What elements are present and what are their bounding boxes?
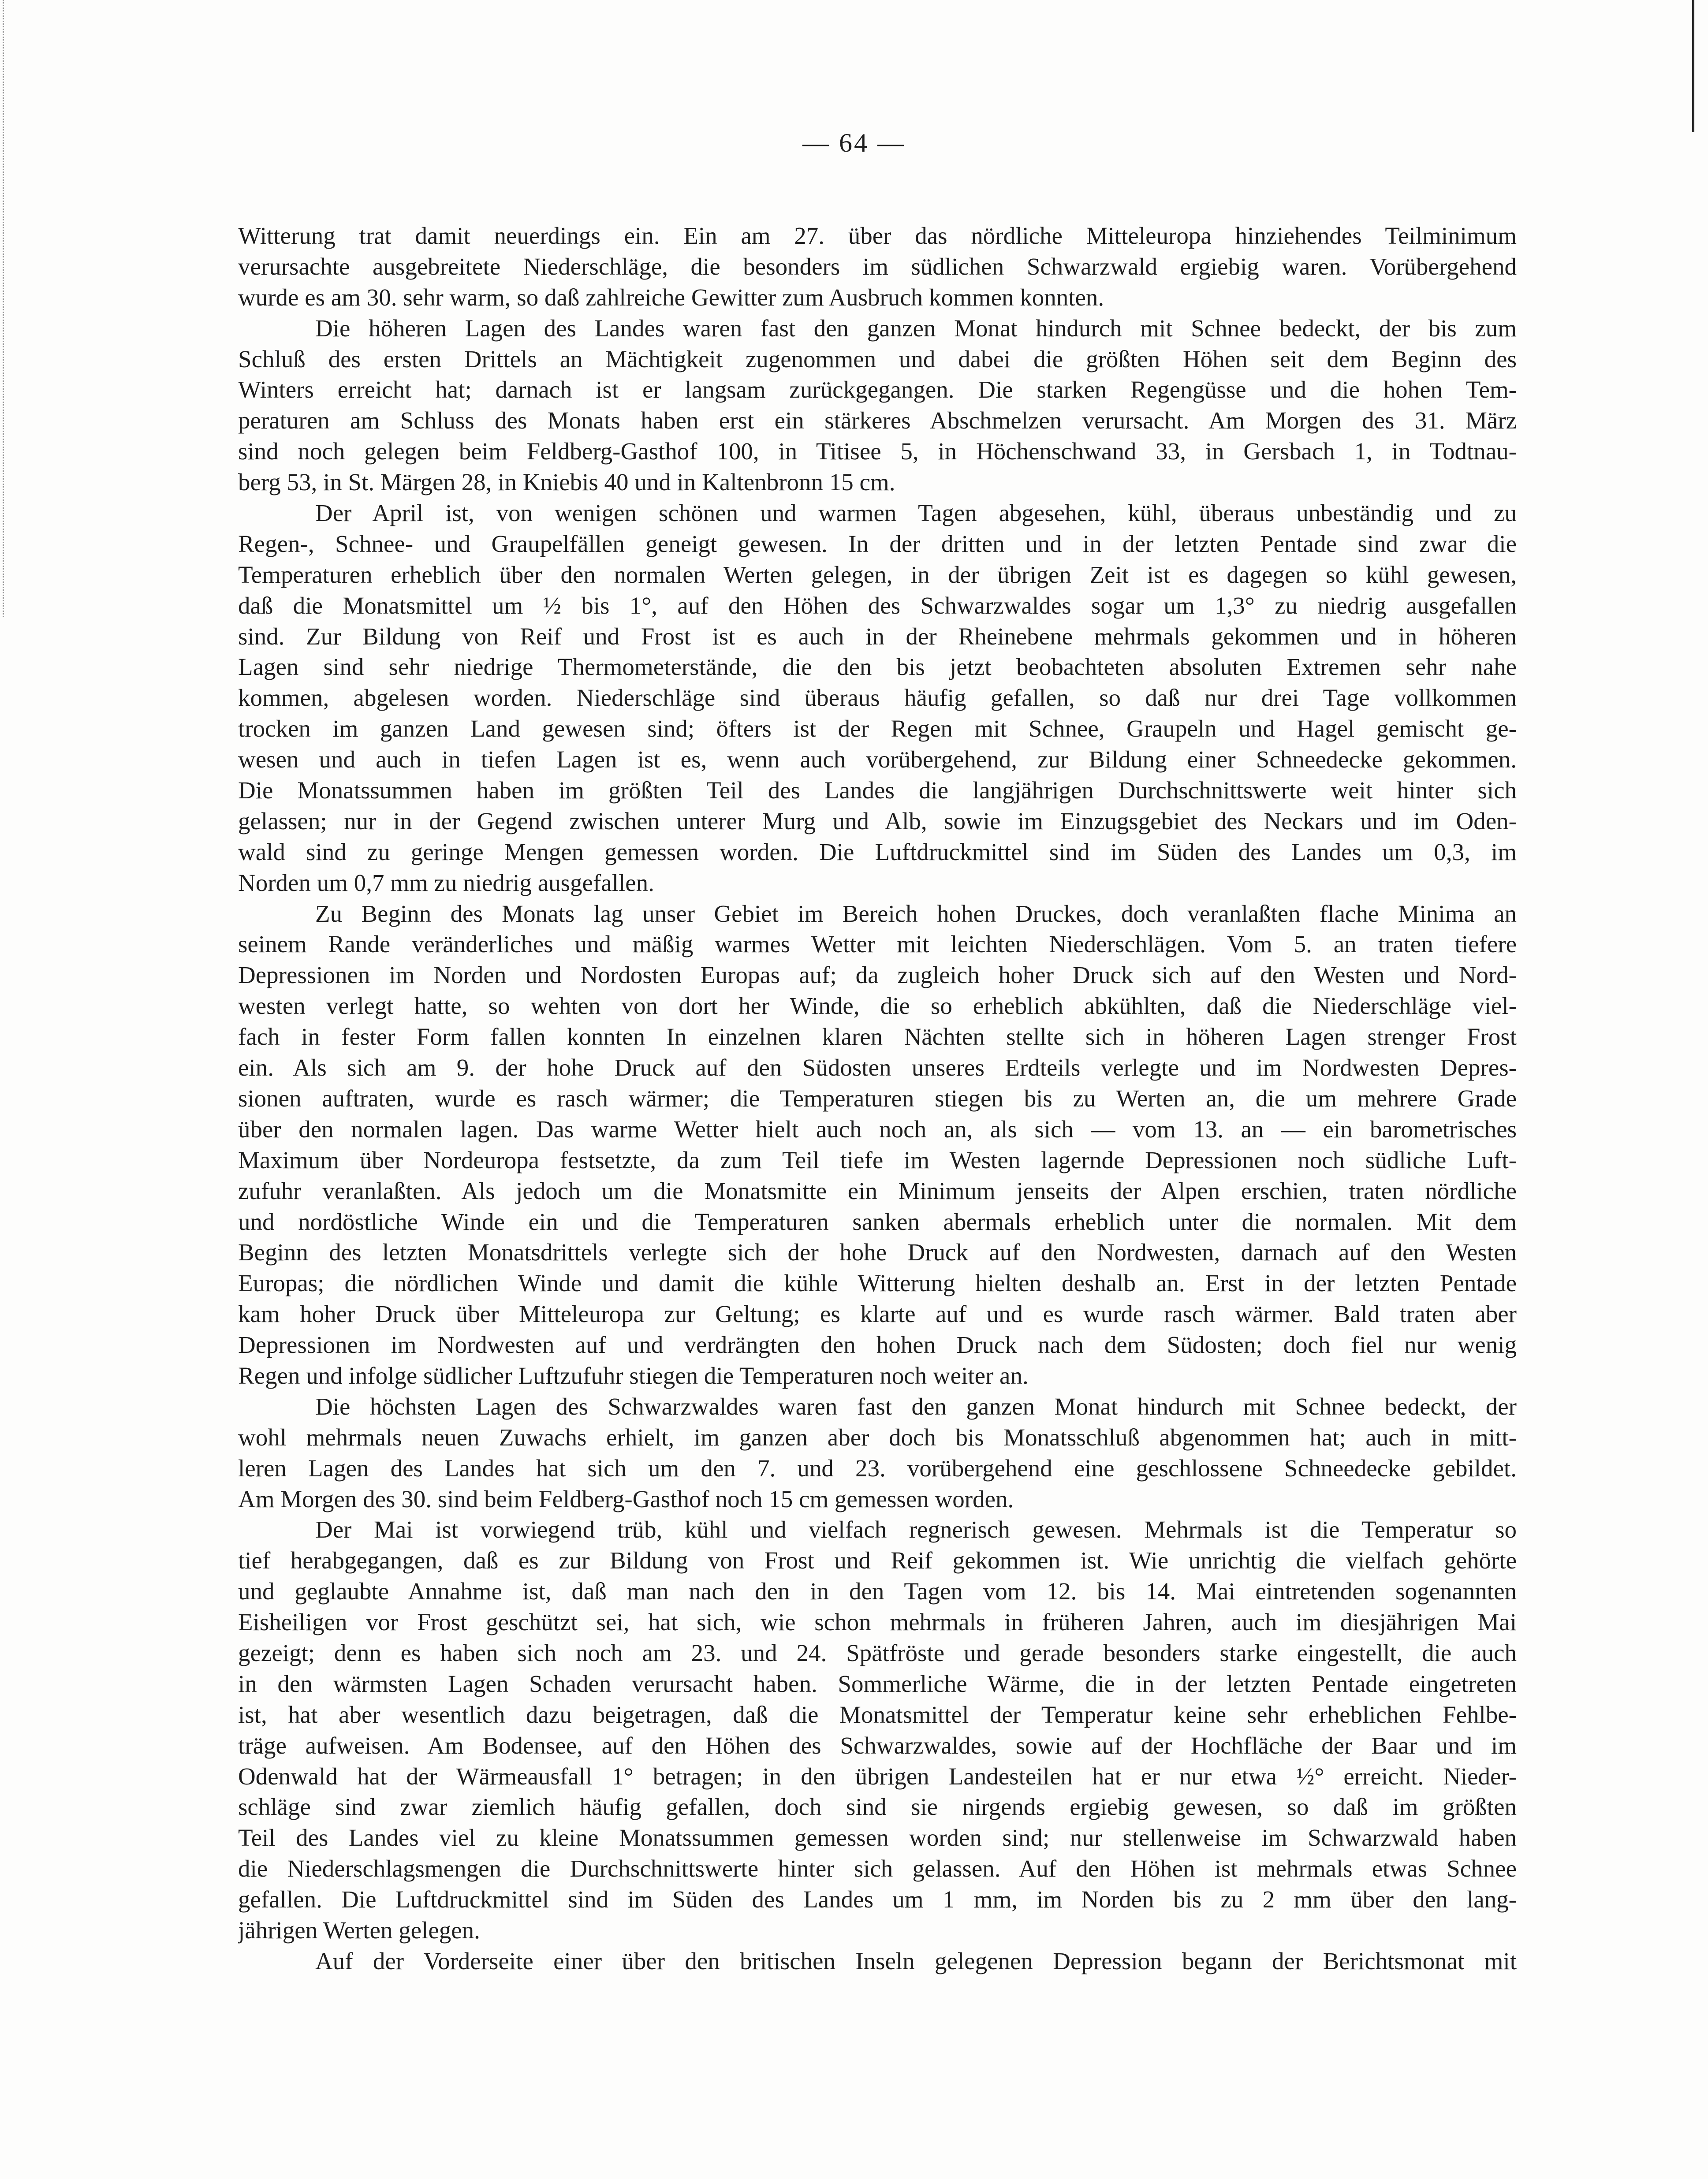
text-line: wohl mehrmals neuen Zuwachs erhielt, im ganzen aber doch bis Monatsschluß abgenommen hat; auch in mitt- — [238, 1423, 1517, 1451]
text-line: tief herabgegangen, daß es zur Bildung von Frost und Reif gekommen ist. Wie unrichtig die vielfach gehörte — [238, 1547, 1517, 1574]
text-line: Witterung trat damit neuerdings ein. Ein am 27. über das nördliche Mitteleuropa hinziehendes Teilminimum — [238, 222, 1517, 249]
text-line: Norden um 0,7 mm zu niedrig ausgefallen. — [238, 869, 654, 896]
text-line: träge aufweisen. Am Bodensee, auf den Höhen des Schwarzwaldes, sowie auf der Hochfläche der Baar und im — [238, 1732, 1517, 1759]
text-line: wesen und auch in tiefen Lagen ist es, wenn auch vorübergehend, zur Bildung einer Schneedecke gekommen. — [238, 746, 1517, 773]
text-line: Schluß des ersten Drittels an Mächtigkeit zugenommen und dabei die größten Höhen seit dem Beginn des — [238, 345, 1517, 372]
text-line: fach in fester Form fallen konnten In einzelnen klaren Nächten stellte sich in höheren Lagen strenger Frost — [238, 1023, 1517, 1050]
text-line: sind. Zur Bildung von Reif und Frost ist es auch in der Rheinebene mehrmals gekommen und in höheren — [238, 622, 1517, 650]
text-line: Lagen sind sehr niedrige Thermometerstände, die den bis jetzt beobachteten absoluten Extremen sehr nahe — [238, 653, 1517, 681]
text-line: gefallen. Die Luftdruckmittel sind im Süden des Landes um 1 mm, im Norden bis zu 2 mm über den lang- — [238, 1886, 1517, 1913]
text-line: Der Mai ist vorwiegend trüb, kühl und vielfach regnerisch gewesen. Mehrmals ist die Temperatur so — [315, 1516, 1517, 1543]
text-line: kam hoher Druck über Mitteleuropa zur Geltung; es klarte auf und es wurde rasch wärmer. Bald traten aber — [238, 1300, 1517, 1328]
text-line: Maximum über Nordeuropa festsetzte, da zum Teil tiefe im Westen lagernde Depressionen noch südliche Luft- — [238, 1146, 1517, 1173]
text-line: Eisheiligen vor Frost geschützt sei, hat sich, wie schon mehrmals in früheren Jahren, auch im diesjährigen Mai — [238, 1609, 1517, 1636]
text-line: sionen auftraten, wurde es rasch wärmer; die Temperaturen stiegen bis zu Werten an, die um mehrere Grade — [238, 1084, 1517, 1112]
text-line: berg 53, in St. Märgen 28, in Kniebis 40 und in Kaltenbronn 15 cm. — [238, 469, 895, 496]
page-number: — 64 — — [802, 128, 906, 157]
text-line: Die höchsten Lagen des Schwarzwaldes waren fast den ganzen Monat hindurch mit Schnee bedeckt, der — [315, 1393, 1517, 1420]
text-line: seinem Rande veränderliches und mäßig warmes Wetter mit leichten Niederschlägen. Vom 5. an traten tiefere — [238, 931, 1517, 958]
text-line: Beginn des letzten Monatsdrittels verlegte sich der hohe Druck auf den Nordwesten, darnach auf den Westen — [238, 1239, 1517, 1266]
text-line: die Niederschlagsmengen die Durchschnittswerte hinter sich gelassen. Auf den Höhen ist mehrmals etwas Schnee — [238, 1855, 1517, 1882]
text-line: Depressionen im Nordwesten auf und verdrängten den hohen Druck nach dem Südosten; doch fiel nur wenig — [238, 1331, 1517, 1359]
text-line: ein. Als sich am 9. der hohe Druck auf den Südosten unseres Erdteils verlegte und im Nordwesten Depres- — [238, 1054, 1517, 1081]
scan-edge-right — [1692, 0, 1694, 132]
text-line: daß die Monatsmittel um ½ bis 1°, auf den Höhen des Schwarzwaldes sogar um 1,3° zu niedrig ausgefallen — [238, 592, 1517, 619]
text-line: verursachte ausgebreitete Niederschläge, die besonders im südlichen Schwarzwald ergiebig waren. Vorübergehend — [238, 253, 1517, 280]
text-line: peraturen am Schluss des Monats haben erst ein stärkeres Abschmelzen verursacht. Am Morgen des 31. März — [238, 407, 1517, 434]
text-line: Europas; die nördlichen Winde und damit die kühle Witterung hielten deshalb an. Erst in der letzten Pentade — [238, 1270, 1517, 1297]
text-line: Regen und infolge südlicher Luftzufuhr stiegen die Temperaturen noch weiter an. — [238, 1362, 1029, 1389]
text-line: gelassen; nur in der Gegend zwischen unterer Murg und Alb, sowie im Einzugsgebiet des Neckars und im Oden- — [238, 807, 1517, 834]
text-line: zufuhr veranlaßten. Als jedoch um die Monatsmitte ein Minimum jenseits der Alpen erschien, traten nördliche — [238, 1177, 1517, 1204]
text-line: schläge sind zwar ziemlich häufig gefallen, doch sind sie nirgends ergiebig gewesen, so daß im größten — [238, 1793, 1517, 1821]
text-line: und nordöstliche Winde ein und die Temperaturen sanken abermals erheblich unter die normalen. Mit dem — [238, 1208, 1517, 1235]
text-line: wald sind zu geringe Mengen gemessen worden. Die Luftdruckmittel sind im Süden des Landes um 0,3, im — [238, 838, 1517, 865]
text-line: Der April ist, von wenigen schönen und warmen Tagen abgesehen, kühl, überaus unbeständig und zu — [315, 499, 1517, 527]
text-line: Depressionen im Norden und Nordosten Europas auf; da zugleich hoher Druck sich auf den Westen und Nord- — [238, 961, 1517, 989]
text-line: Teil des Landes viel zu kleine Monatssummen gemessen worden sind; nur stellenweise im Schwarzwald haben — [238, 1824, 1517, 1851]
text-line: Die Monatssummen haben im größten Teil des Landes die langjährigen Durchschnittswerte weit hinter sich — [238, 777, 1517, 804]
text-line: über den normalen lagen. Das warme Wetter hielt auch noch an, als sich — vom 13. an — ein barometrisches — [238, 1115, 1517, 1143]
scan-edge-left — [3, 0, 4, 617]
body-text — [238, 220, 1517, 1977]
text-line: Winters erreicht hat; darnach ist er langsam zurückgegangen. Die starken Regengüsse und die hohen Tem- — [238, 376, 1517, 403]
text-line: Zu Beginn des Monats lag unser Gebiet im Bereich hohen Druckes, doch veranlaßten flache Minima an — [315, 900, 1517, 927]
text-line: Die höheren Lagen des Landes waren fast den ganzen Monat hindurch mit Schnee bedeckt, der bis zum — [315, 314, 1517, 342]
text-line: sind noch gelegen beim Feldberg-Gasthof 100, in Titisee 5, in Höchenschwand 33, in Gersbach 1, in Todtnau- — [238, 438, 1517, 465]
text-line: Temperaturen erheblich über den normalen Werten gelegen, in der übrigen Zeit ist es dagegen so kühl gewesen, — [238, 561, 1517, 588]
text-line: leren Lagen des Landes hat sich um den 7. und 23. vorübergehend eine geschlossene Schneedecke gebildet. — [238, 1454, 1517, 1482]
text-line: wurde es am 30. sehr warm, so daß zahlreiche Gewitter zum Ausbruch kommen konnten. — [238, 283, 1104, 311]
text-line: jährigen Werten gelegen. — [238, 1916, 480, 1944]
text-line: trocken im ganzen Land gewesen sind; öfters ist der Regen mit Schnee, Graupeln und Hagel gemischt ge- — [238, 715, 1517, 742]
text-line: ist, hat aber wesentlich dazu beigetragen, daß die Monatsmittel der Temperatur keine sehr erheblichen Fehlbe- — [238, 1701, 1517, 1728]
text-line: in den wärmsten Lagen Schaden verursacht haben. Sommerliche Wärme, die in der letzten Pentade eingetreten — [238, 1670, 1517, 1697]
text-line: Auf der Vorderseite einer über den britischen Inseln gelegenen Depression begann der Berichtsmonat mit — [315, 1947, 1517, 1974]
text-line: und geglaubte Annahme ist, daß man nach den in den Tagen vom 12. bis 14. Mai eintretenden sogenannten — [238, 1578, 1517, 1605]
text-line: gezeigt; denn es haben sich noch am 23. und 24. Spätfröste und gerade besonders starke eingestellt, die auch — [238, 1639, 1517, 1666]
text-line: Am Morgen des 30. sind beim Feldberg-Gasthof noch 15 cm gemessen worden. — [238, 1485, 1014, 1512]
text-line: Odenwald hat der Wärmeausfall 1° betragen; in den übrigen Landesteilen hat er nur etwa ½° erreicht. Nieder- — [238, 1762, 1517, 1790]
text-line: kommen, abgelesen worden. Niederschläge sind überaus häufig gefallen, so daß nur drei Tage vollkommen — [238, 684, 1517, 711]
text-line: Regen-, Schnee- und Graupelfällen geneigt gewesen. In der dritten und in der letzten Pentade sind zwar die — [238, 530, 1517, 557]
text-line: westen verlegt hatte, so wehten von dort her Winde, die so erheblich abkühlten, daß die Niederschläge viel- — [238, 992, 1517, 1020]
